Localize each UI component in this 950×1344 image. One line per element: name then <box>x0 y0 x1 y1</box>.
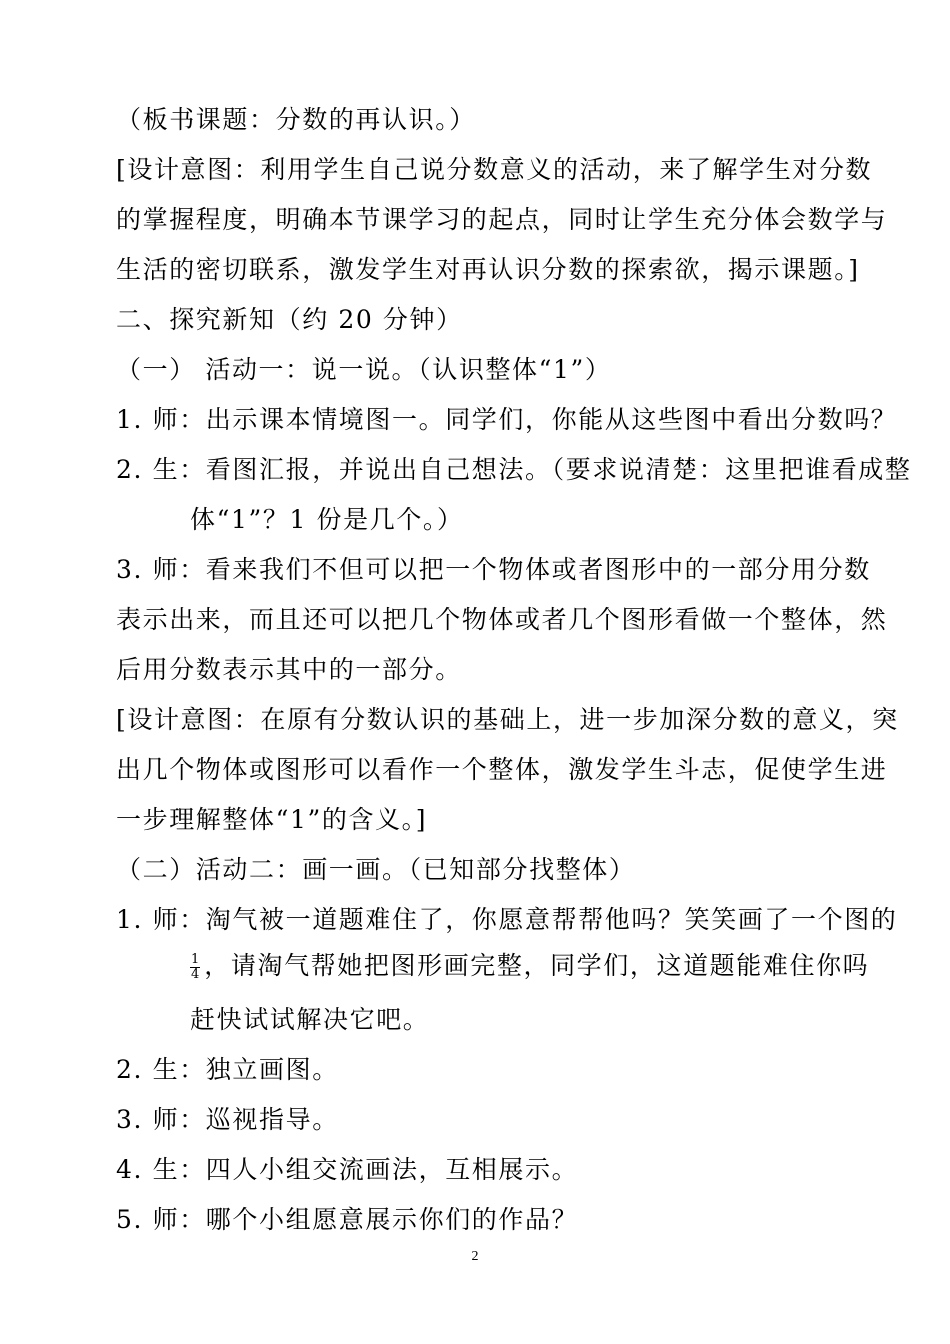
text-line: 体“1”？1 份是几个。） <box>190 505 464 534</box>
activity-heading: （一） 活动一：说一说。（认识整体“1”） <box>116 355 612 384</box>
text-line: [设计意图：在原有分数认识的基础上，进一步加深分数的意义，突 <box>116 705 899 734</box>
text-line: 1. 师：淘气被一道题难住了，你愿意帮帮他吗？笑笑画了一个图的 <box>116 905 898 934</box>
text-line: 2. 生：独立画图。 <box>116 1055 339 1084</box>
text-line: 一步理解整体“1”的含义。] <box>116 805 428 834</box>
fraction-numerator: 1 <box>191 952 200 967</box>
text-line: 3. 师：看来我们不但可以把一个物体或者图形中的一部分用分数 <box>116 555 871 584</box>
page-number: 2 <box>471 1249 479 1264</box>
text-line: 表示出来，而且还可以把几个物体或者几个图形看做一个整体，然 <box>116 605 888 634</box>
text-line: 的掌握程度，明确本节课学习的起点，同时让学生充分体会数学与 <box>116 205 888 234</box>
text-line: [设计意图：利用学生自己说分数意义的活动，来了解学生对分数 <box>116 155 873 184</box>
text-line: （板书课题：分数的再认识。） <box>116 105 476 134</box>
text-line: 后用分数表示其中的一部分。 <box>116 655 462 684</box>
text-line: 生活的密切联系，激发学生对再认识分数的探索欲，揭示课题。] <box>116 255 860 284</box>
text-line: 3. 师：巡视指导。 <box>116 1105 339 1134</box>
text-line: 4. 生：四人小组交流画法，互相展示。 <box>116 1155 579 1184</box>
text-line: 出几个物体或图形可以看作一个整体，激发学生斗志，促使学生进 <box>116 755 888 784</box>
text-line: 2. 生：看图汇报，并说出自己想法。（要求说清楚：这里把谁看成整 <box>116 455 912 484</box>
fraction <box>190 953 200 982</box>
text-line: ，请淘气帮她把图形画完整，同学们，这道题能难住你吗 <box>204 951 870 980</box>
fraction-denominator: 4 <box>191 967 200 982</box>
text-line: 1. 师：出示课本情境图一。同学们，你能从这些图中看出分数吗？ <box>116 405 898 434</box>
section-heading: 二、探究新知（约 20 分钟） <box>116 305 463 334</box>
text-line: 赶快试试解决它吧。 <box>190 1005 430 1034</box>
activity-heading: （二）活动二：画一画。（已知部分找整体） <box>116 855 636 884</box>
text-line-with-fraction <box>190 951 870 982</box>
text-line: 5. 师：哪个小组愿意展示你们的作品？ <box>116 1205 579 1234</box>
